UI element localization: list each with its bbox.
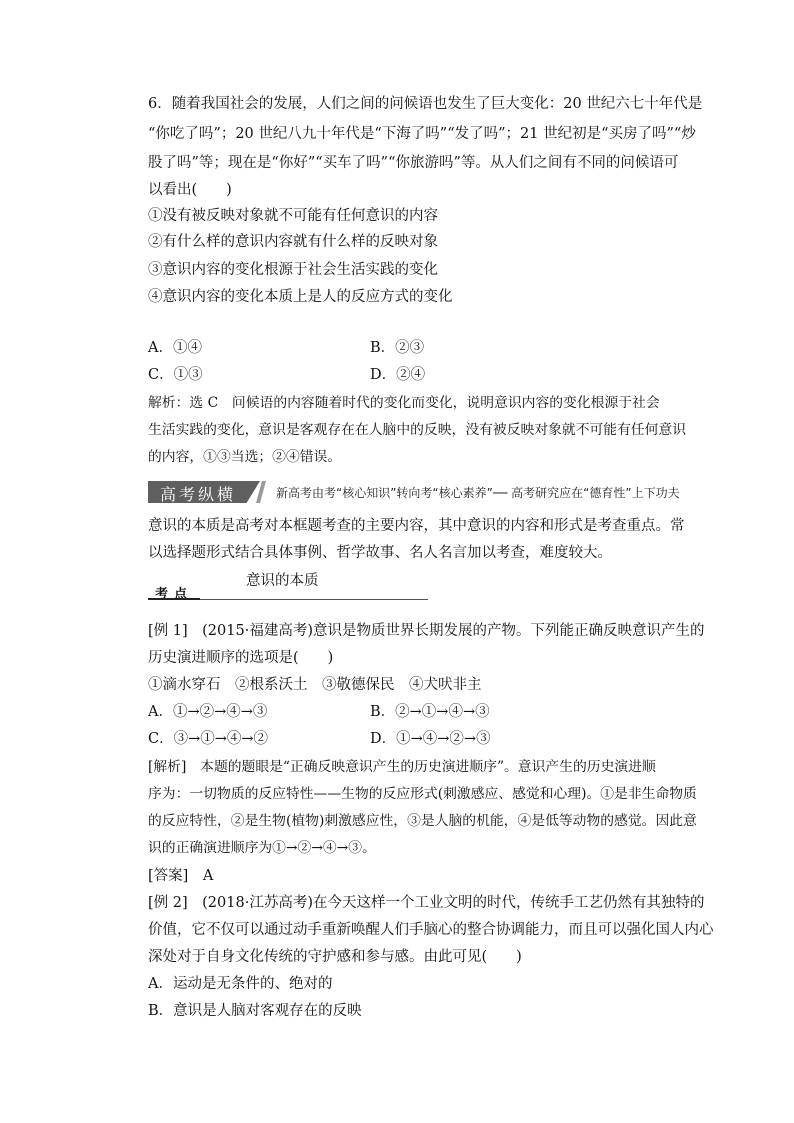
ex2-stem-line-1: [例 2] (2018·江苏高考)在今天这样一个工业文明的时代，传统手工艺仍然有其独特的 <box>148 895 705 911</box>
ex2-option-b: B．意识是人脑对客观存在的反映 <box>148 1003 362 1019</box>
ex1-option-a: A．①→②→④→③ <box>148 704 268 720</box>
q6-stem-line-4: 以看出( ) <box>148 182 232 198</box>
ex1-stem-line-1: [例 1] (2015·福建高考)意识是物质世界长期发展的产物。下列能正确反映意识产生的 <box>148 623 705 639</box>
q6-explanation-line-1: 解析：选 C 问候语的内容随着时代的变化而变化，说明意识内容的变化根源于社会 <box>148 395 660 411</box>
ex1-explanation-line-1: [解析] 本题的题眼是“正确反映意识产生的历史演进顺序”。意识产生的历史演进顺 <box>148 759 656 775</box>
ex1-answer: [答案] A <box>148 868 214 884</box>
ex1-option-c: C．③→①→④→② <box>148 731 269 747</box>
q6-statement-4: ④意识内容的变化本质上是人的反应方式的变化 <box>148 289 453 305</box>
banner-title: 高考纵横 <box>160 485 237 504</box>
intro-line-1: 意识的本质是高考对本框题考查的主要内容，其中意识的内容和形式是考查重点。常 <box>148 518 685 534</box>
ex1-explanation-line-3: 的反应特性，②是生物(植物)刺激感应性，③是人脑的机能，④是低等动物的感觉。因此意 <box>148 813 697 829</box>
q6-explanation-line-2: 生活实践的变化，意识是客观存在在人脑中的反映，没有被反映对象就不可能有任何意识 <box>148 422 687 438</box>
ex1-stem-line-2: 历史演进顺序的选项是( ) <box>148 650 334 666</box>
intro-line-2: 以选择题形式结合具体事例、哲学故事、名人名言加以考查，难度较大。 <box>148 545 612 561</box>
banner-subtitle: 新高考由考“核心知识”转向考“核心素养”── 高考研究应在“德育性”上下功夫 <box>276 486 680 500</box>
ex1-explanation-line-4: 识的正确演进顺序为①→②→④→③。 <box>148 840 376 856</box>
ex1-statements: ①滴水穿石 ②根系沃土 ③敬德保民 ④犬吠非主 <box>148 677 482 693</box>
q6-stem-line-3: 股了吗”等；现在是“你好”“买车了吗”“你旅游吗”等。从人们之间有不同的问候语可 <box>148 155 679 171</box>
kaodian-label: 考点 <box>155 587 194 602</box>
kaodian-title: 意识的本质 <box>246 573 319 589</box>
q6-statement-3: ③意识内容的变化根源于社会生活实践的变化 <box>148 262 438 278</box>
kaodian-rule-accent <box>148 598 200 600</box>
ex2-option-a: A．运动是无条件的、绝对的 <box>148 976 333 992</box>
q6-option-c: C．①③ <box>148 367 203 383</box>
q6-stem-line-2: “你吃了吗”；20 世纪八九十年代是“下海了吗”“发了吗”；21 世纪初是“买房了吗”“炒 <box>148 126 696 142</box>
ex1-option-d: D．①→④→②→③ <box>370 731 491 747</box>
q6-option-a: A．①④ <box>148 340 202 356</box>
ex1-option-b: B．②→①→④→③ <box>370 704 490 720</box>
q6-option-b: B．②③ <box>370 340 425 356</box>
q6-stem-line-1: 6．随着我国社会的发展，人们之间的问候语也发生了巨大变化：20 世纪六七十年代是 <box>148 96 703 112</box>
ex2-stem-line-2: 价值，它不仅可以通过动手重新唤醒人们手脑心的整合协调能力，而且可以强化国人内心 <box>148 922 714 938</box>
ex2-stem-line-3: 深处对于自身文化传统的守护感和参与感。由此可见( ) <box>148 949 522 965</box>
q6-statement-1: ①没有被反映对象就不可能有任何意识的内容 <box>148 208 438 224</box>
ex1-explanation-line-2: 序为：一切物质的反应特性——生物的反应形式(刺激感应、感觉和心理)。①是非生命物质 <box>148 786 697 802</box>
q6-explanation-line-3: 的内容，①③当选；②④错误。 <box>148 449 342 465</box>
q6-statement-2: ②有什么样的意识内容就有什么样的反映对象 <box>148 234 438 250</box>
q6-option-d: D．②④ <box>370 367 426 383</box>
section-banner <box>148 481 708 503</box>
